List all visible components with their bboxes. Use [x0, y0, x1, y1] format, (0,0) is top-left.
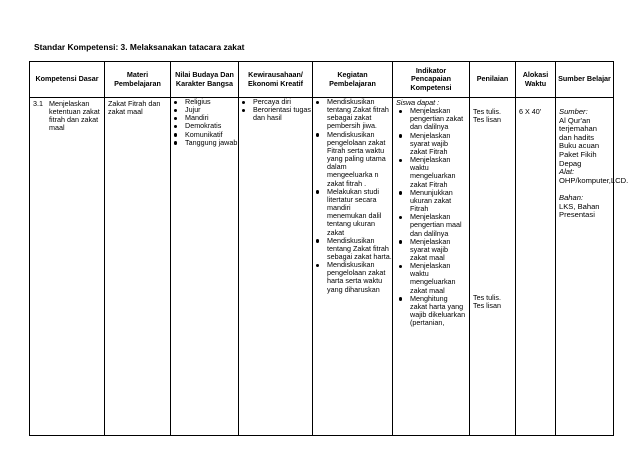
cell-alokasi-waktu	[516, 98, 556, 436]
penilaian-item: Tes tulis.	[473, 293, 501, 303]
alokasi-waktu-value: 6 X 40'	[519, 107, 542, 116]
nilai-budaya-list	[171, 98, 238, 147]
header-alokasi-waktu: Alokasi Waktu	[516, 62, 556, 98]
list-item: Menjelaskan waktu mengeluarkan zakat Fitrah	[396, 156, 466, 189]
kewirausahaan-list	[239, 98, 312, 122]
header-materi-pembelajaran: Materi Pembelajaran	[105, 62, 171, 98]
list-item: Mendiskusikan pengelolaan zakat harta serta waktu yang diharuskan	[313, 261, 392, 294]
table-row	[30, 98, 614, 436]
list-item: Menjelaskan waktu mengeluarkan zakat maal	[396, 262, 466, 295]
kd-text: Menjelaskan ketentuan zakat fitrah dan zakat maal	[49, 99, 100, 133]
list-item: Demokratis	[171, 122, 238, 130]
header-nilai-budaya: Nilai Budaya Dan Karakter Bangsa	[171, 62, 239, 98]
penilaian-item: Tes tulis.	[473, 107, 501, 116]
header-row	[30, 62, 614, 98]
alat-label: Alat:	[559, 167, 575, 177]
header-sumber-belajar: Sumber Belajar	[556, 62, 614, 98]
cell-materi-pembelajaran	[105, 98, 171, 436]
sumber-label: Sumber:	[559, 107, 588, 116]
indikator-list	[396, 107, 466, 327]
alat-text: OHP/komputer,LCD.	[559, 175, 629, 185]
list-item: Percaya diri	[239, 98, 312, 106]
list-item: Berorientasi tugas dan hasil	[239, 106, 312, 122]
list-item: Menjelaskan pengertian maal dan dalilnya	[396, 213, 466, 237]
list-item: Menjelaskan syarat wajib zakat maal	[396, 238, 466, 262]
header-indikator: Indikator Pencapaian Kompetensi	[393, 62, 470, 98]
standar-kompetensi-heading: Standar Kompetensi: 3. Melaksanakan tatacara zakat	[34, 42, 245, 52]
list-item: Menunjukkan ukuran zakat Fitrah	[396, 189, 466, 213]
bahan-label: Bahan:	[559, 192, 584, 202]
kegiatan-list	[313, 98, 392, 294]
header-kewirausahaan: Kewirausahaan/ Ekonomi Kreatif	[239, 62, 313, 98]
syllabus-table	[29, 61, 629, 436]
cell-sumber-belajar	[556, 98, 629, 436]
list-item: Mendiskusikan pengelolaan zakat Fitrah serta waktu yang paling utama dalam mengeeluarka n zakat fitrah .	[313, 131, 392, 188]
cell-penilaian	[470, 98, 516, 436]
materi-text: Zakat Fitrah dan zakat maal	[108, 99, 161, 117]
cell-kewirausahaan	[239, 98, 313, 436]
cell-kegiatan-pembelajaran	[313, 98, 393, 436]
kd-number: 3.1	[33, 99, 43, 108]
list-item: Menghitung zakat harta yang wajib dikeluarkan (pertanian,	[396, 295, 466, 328]
cell-kompetensi-dasar	[30, 98, 105, 436]
list-item: Mendiskusikan tentang Zakat fitrah sebagai zakat pembersih jiwa.	[313, 98, 392, 131]
header-penilaian: Penilaian	[470, 62, 516, 98]
list-item: Mendiskusikan tentang Zakat fitrah sebagai zakat harta.	[313, 237, 392, 261]
bahan-text: LKS, Bahan Presentasi	[559, 201, 600, 220]
list-item: Mandiri	[171, 114, 238, 122]
list-item: Menjelaskan syarat wajib zakat Fitrah	[396, 132, 466, 156]
indikator-intro: Siswa dapat :	[396, 98, 440, 107]
cell-nilai-budaya	[171, 98, 239, 436]
cell-indikator	[393, 98, 470, 436]
penilaian-item: Tes lisan	[473, 115, 501, 125]
header-kegiatan-pembelajaran: Kegiatan Pembelajaran	[313, 62, 393, 98]
sumber-text: Al Qur'an terjemahan dan hadits Buku acuan Paket Fikih Depag	[559, 115, 600, 168]
header-kompetensi-dasar: Kompetensi Dasar	[30, 62, 105, 98]
list-item: Religius	[171, 98, 238, 106]
list-item: Komunikatif	[171, 131, 238, 139]
list-item: Menjelaskan pengertian zakat dan dalilnya	[396, 107, 466, 131]
list-item: Jujur	[171, 106, 238, 114]
list-item: Melakukan studi litertatur secara mandiri menemukan dalil tentang ukuran zakat	[313, 188, 392, 237]
penilaian-item: Tes lisan	[473, 301, 501, 311]
list-item: Tanggung jawab	[171, 139, 238, 147]
